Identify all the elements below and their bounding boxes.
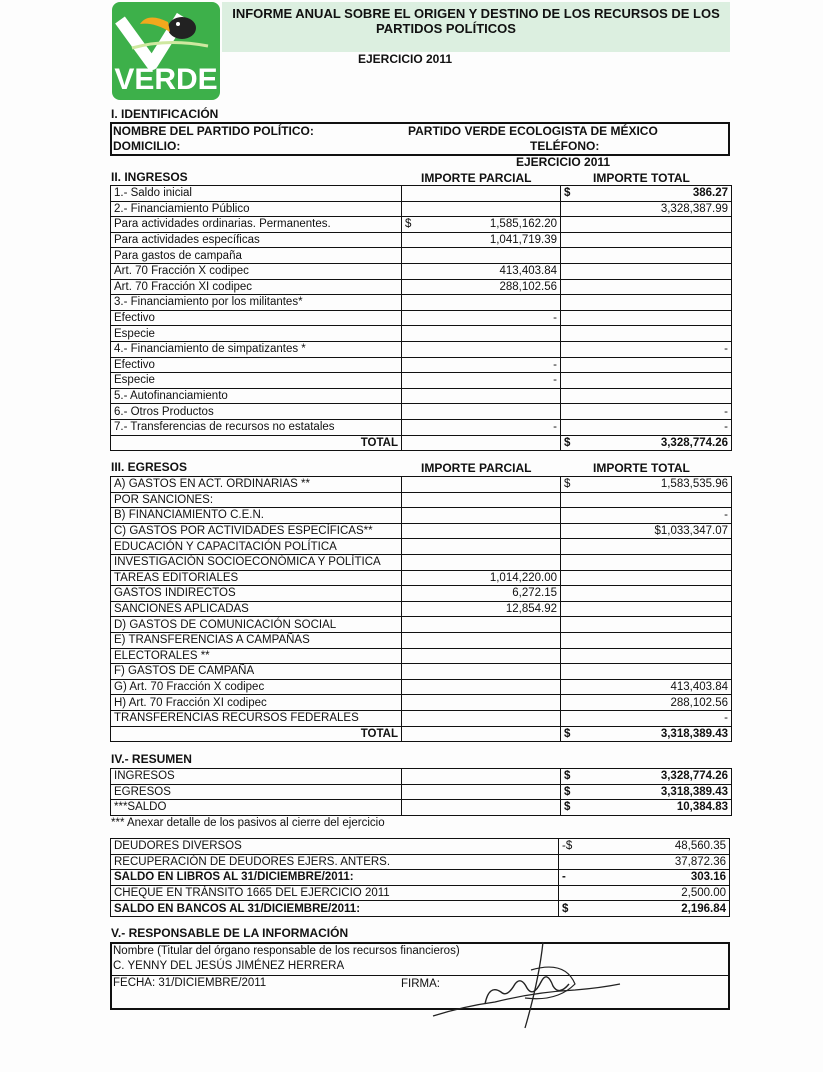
ingresos-label-text: Para gastos de campaña: [114, 249, 242, 262]
saldos-value: [559, 839, 730, 855]
saldos-value-text: 48,560.35: [674, 840, 726, 853]
currency-sign: $: [564, 436, 571, 449]
ingresos-exercise: EJERCICIO 2011: [516, 155, 611, 169]
egresos-label-text: D) GASTOS DE COMUNICACIÓN SOCIAL: [114, 618, 337, 631]
ingresos-total: [561, 373, 732, 389]
egresos-parcial: [402, 695, 561, 711]
ingresos-row: [111, 217, 732, 233]
resumen-value-text: 3,328,774.26: [660, 770, 728, 783]
ingresos-total: [561, 419, 732, 435]
ingresos-parcial: [402, 201, 561, 217]
resumen-value: [561, 800, 732, 816]
resumen-label-text: EGRESOS: [114, 785, 171, 798]
egresos-label: [111, 554, 402, 570]
egresos-label-text: ELECTORALES **: [114, 649, 210, 662]
egresos-total-text: $1,033,347.07: [654, 525, 728, 538]
responsable-heading: V.- RESPONSABLE DE LA INFORMACIÓN: [111, 926, 349, 940]
ingresos-row: [111, 232, 732, 248]
verde-party-logo: [112, 2, 220, 100]
ingresos-total: [561, 326, 732, 342]
resumen-row: [111, 769, 732, 785]
egresos-label: [111, 648, 402, 664]
resumen-blank: [402, 769, 561, 785]
egresos-label-text: TAREAS EDITORIALES: [114, 571, 239, 584]
logo-wordmark: VERDE: [114, 63, 218, 96]
ingresos-parcial: [402, 186, 561, 202]
egresos-label: [111, 695, 402, 711]
ingresos-label-text: 7.- Transferencias de recursos no estatales: [114, 421, 335, 434]
egresos-label-text: H) Art. 70 Fracción XI codipec: [114, 696, 267, 709]
egresos-total-text: -: [724, 712, 728, 725]
resumen-blank: [402, 784, 561, 800]
egresos-total: [561, 632, 732, 648]
ingresos-parcial: [402, 232, 561, 248]
currency-sign: $: [564, 785, 571, 798]
ingresos-row: [111, 201, 732, 217]
ingresos-total: [561, 248, 732, 264]
egresos-total: [561, 508, 732, 524]
saldos-value-text: 2,196.84: [681, 902, 726, 915]
ingresos-total-label-text: TOTAL: [360, 436, 398, 449]
egresos-total: [561, 492, 732, 508]
egresos-parcial: [402, 601, 561, 617]
ingresos-parcial: [402, 295, 561, 311]
saldos-value-text: 303.16: [690, 871, 726, 884]
saldos-row: [111, 870, 730, 886]
egresos-row: [111, 554, 732, 570]
saldos-row: [111, 854, 730, 870]
currency-sign: $: [564, 801, 571, 814]
ingresos-label-text: Art. 70 Fracción X codipec: [114, 265, 249, 278]
egresos-label: [111, 508, 402, 524]
saldos-value-text: 2,500.00: [681, 887, 726, 900]
ingresos-total-blank: [402, 435, 561, 451]
ingresos-label: [111, 357, 402, 373]
ingresos-total: [561, 295, 732, 311]
currency-sign: $: [562, 902, 569, 915]
ingresos-label: [111, 388, 402, 404]
saldos-value: [559, 885, 730, 901]
ingresos-label-text: Para actividades ordinarias. Permanentes.: [114, 218, 331, 231]
ingresos-total-text: -: [724, 343, 728, 356]
egresos-total: [561, 648, 732, 664]
egresos-row: [111, 492, 732, 508]
egresos-table: [110, 476, 732, 742]
ingresos-row: [111, 404, 732, 420]
egresos-row: [111, 617, 732, 633]
egresos-label: [111, 710, 402, 726]
egresos-parcial: [402, 539, 561, 555]
egresos-row: [111, 601, 732, 617]
egresos-total-text: 413,403.84: [670, 681, 728, 694]
ingresos-parcial: [402, 326, 561, 342]
egresos-row: [111, 523, 732, 539]
egresos-label: [111, 586, 402, 602]
resumen-value: [561, 769, 732, 785]
egresos-row: [111, 632, 732, 648]
ingresos-parcial-text: -: [553, 374, 557, 387]
egresos-label-text: A) GASTOS EN ACT. ORDINARIAS **: [114, 478, 310, 491]
egresos-row: [111, 586, 732, 602]
ingresos-row: [111, 326, 732, 342]
egresos-parcial: [402, 664, 561, 680]
currency-sign: $: [564, 478, 571, 491]
egresos-total: [561, 554, 732, 570]
ingresos-total-text: -: [724, 405, 728, 418]
ingresos-row: [111, 373, 732, 389]
saldos-row: [111, 885, 730, 901]
egresos-row: [111, 539, 732, 555]
egresos-label-text: B) FINANCIAMIENTO C.E.N.: [114, 509, 264, 522]
ingresos-row: [111, 295, 732, 311]
egresos-total: [561, 601, 732, 617]
ingresos-label-text: Especie: [114, 327, 155, 340]
egresos-total-label-text: TOTAL: [360, 727, 398, 740]
ingresos-label-text: 5.- Autofinanciamiento: [114, 390, 228, 403]
ingresos-row: [111, 186, 732, 202]
ingresos-parcial: [402, 279, 561, 295]
ingresos-label: [111, 279, 402, 295]
egresos-total: [561, 617, 732, 633]
ingresos-label: [111, 248, 402, 264]
party-name-value: PARTIDO VERDE ECOLOGISTA DE MÉXICO: [408, 124, 658, 138]
ingresos-parcial-text: -: [553, 312, 557, 325]
egresos-col-parcial: IMPORTE PARCIAL: [421, 461, 532, 475]
egresos-total-text: 1,583,535.96: [660, 478, 728, 491]
ingresos-row: [111, 341, 732, 357]
telefono-label: TELÉFONO:: [530, 139, 600, 153]
egresos-label: [111, 477, 402, 493]
egresos-label-text: TRANSFERENCIAS RECURSOS FEDERALES: [114, 712, 359, 725]
egresos-total-blank: [402, 726, 561, 742]
ingresos-label: [111, 341, 402, 357]
fecha-label: FECHA: 31/DICIEMBRE/2011: [113, 977, 267, 989]
egresos-total: [561, 539, 732, 555]
egresos-row: [111, 648, 732, 664]
ingresos-total: [561, 232, 732, 248]
resumen-label-text: ***SALDO: [114, 801, 167, 814]
egresos-label: [111, 523, 402, 539]
egresos-parcial: [402, 648, 561, 664]
resumen-label: [111, 800, 402, 816]
egresos-label-text: F) GASTOS DE CAMPAÑA: [114, 665, 255, 678]
ingresos-parcial-text: 1,585,162.20: [489, 218, 557, 231]
egresos-row: [111, 508, 732, 524]
handwritten-signature: [425, 940, 625, 1032]
ingresos-label: [111, 232, 402, 248]
ingresos-label: [111, 310, 402, 326]
egresos-parcial: [402, 617, 561, 633]
ingresos-total: [561, 357, 732, 373]
egresos-label-text: GASTOS INDIRECTOS: [114, 587, 236, 600]
ingresos-total-label: [111, 435, 402, 451]
firma-label: FIRMA:: [401, 978, 440, 990]
egresos-row: [111, 679, 732, 695]
currency-sign: -: [562, 871, 566, 884]
ingresos-label: [111, 373, 402, 389]
ingresos-row: [111, 419, 732, 435]
egresos-total: [561, 664, 732, 680]
ingresos-parcial: [402, 388, 561, 404]
egresos-parcial: [402, 523, 561, 539]
egresos-total-text: -: [724, 509, 728, 522]
egresos-row: [111, 710, 732, 726]
ingresos-label-text: Para actividades específicas: [114, 234, 260, 247]
currency-sign: $: [564, 187, 571, 200]
resumen-table: [110, 768, 732, 816]
report-title-line2: PARTIDOS POLÍTICOS: [376, 21, 516, 36]
ingresos-total-text: 3,328,387.99: [660, 202, 728, 215]
currency-sign: $: [405, 218, 412, 231]
resumen-label-text: INGRESOS: [114, 770, 175, 783]
responsable-name-label: Nombre (Titular del órgano responsable de los recursos financieros): [113, 945, 460, 957]
egresos-label: [111, 492, 402, 508]
currency-sign: $: [564, 727, 571, 740]
ingresos-parcial-text: -: [553, 421, 557, 434]
egresos-row: [111, 664, 732, 680]
domicilio-label: DOMICILIO:: [113, 139, 181, 153]
ingresos-total: [561, 404, 732, 420]
ingresos-parcial-text: 413,403.84: [499, 265, 557, 278]
ingresos-table: [110, 185, 732, 451]
egresos-total: [561, 523, 732, 539]
ingresos-label: [111, 217, 402, 233]
ingresos-total-text: -: [724, 421, 728, 434]
saldos-row: [111, 901, 730, 917]
egresos-label-text: G) Art. 70 Fracción X codipec: [114, 681, 265, 694]
egresos-parcial: [402, 570, 561, 586]
egresos-label: [111, 632, 402, 648]
responsable-divider: [110, 975, 730, 976]
ingresos-row: [111, 279, 732, 295]
saldos-label: SALDO EN LIBROS AL 31/DICIEMBRE/2011:: [111, 870, 559, 886]
ingresos-label: [111, 326, 402, 342]
ingresos-parcial: [402, 310, 561, 326]
ingresos-row: [111, 248, 732, 264]
resumen-blank: [402, 800, 561, 816]
ingresos-parcial: [402, 373, 561, 389]
ingresos-parcial: [402, 357, 561, 373]
egresos-label-text: EDUCACIÓN Y CAPACITACIÓN POLÍTICA: [114, 540, 337, 553]
ingresos-label: [111, 201, 402, 217]
egresos-label-text: INVESTIGACIÓN SOCIOECONÓMICA Y POLÍTICA: [114, 556, 381, 569]
resumen-label: [111, 784, 402, 800]
ingresos-parcial: [402, 263, 561, 279]
egresos-total: [561, 695, 732, 711]
resumen-row: [111, 800, 732, 816]
ingresos-total-text: 386.27: [692, 187, 728, 200]
egresos-label: [111, 617, 402, 633]
report-title-line1: INFORME ANUAL SOBRE EL ORIGEN Y DESTINO DE LOS RECURSOS DE LOS: [232, 6, 720, 21]
saldos-row: [111, 839, 730, 855]
ingresos-label-text: 4.- Financiamiento de simpatizantes *: [114, 343, 306, 356]
ingresos-total: [561, 217, 732, 233]
ingresos-label-text: 2.- Financiamiento Público: [114, 202, 250, 215]
resumen-note: *** Anexar detalle de los pasivos al cierre del ejercicio: [111, 817, 385, 829]
egresos-total-label: [111, 726, 402, 742]
report-title: [222, 6, 730, 36]
egresos-parcial: [402, 679, 561, 695]
ingresos-total: [561, 388, 732, 404]
resumen-value: [561, 784, 732, 800]
resumen-row: [111, 784, 732, 800]
ingresos-total: [561, 279, 732, 295]
ingresos-label-text: Art. 70 Fracción XI codipec: [114, 280, 253, 293]
egresos-total: [561, 586, 732, 602]
saldos-value: [559, 854, 730, 870]
resumen-heading: IV.- RESUMEN: [111, 752, 192, 766]
ingresos-row: [111, 263, 732, 279]
egresos-total: [561, 477, 732, 493]
ingresos-total: [561, 310, 732, 326]
currency-sign: $: [564, 770, 571, 783]
ingresos-parcial: [402, 341, 561, 357]
saldos-label: CHEQUE EN TRÁNSITO 1665 DEL EJERCICIO 2011: [111, 885, 559, 901]
ingresos-label: [111, 419, 402, 435]
saldos-table: [110, 838, 730, 917]
egresos-label: [111, 601, 402, 617]
egresos-label: [111, 539, 402, 555]
saldos-label: DEUDORES DIVERSOS: [111, 839, 559, 855]
saldos-label: RECUPERACIÓN DE DEUDORES EJERS. ANTERS.: [111, 854, 559, 870]
ingresos-parcial: [402, 404, 561, 420]
egresos-label-text: SANCIONES APLICADAS: [114, 603, 249, 616]
egresos-label: [111, 570, 402, 586]
egresos-parcial: [402, 508, 561, 524]
ingresos-parcial: [402, 217, 561, 233]
egresos-label: [111, 664, 402, 680]
resumen-value-text: 3,318,389.43: [660, 785, 728, 798]
egresos-total-row: [111, 726, 732, 742]
egresos-total-text: 288,102.56: [670, 696, 728, 709]
egresos-parcial-text: 6,272.15: [512, 587, 557, 600]
ingresos-total: [561, 201, 732, 217]
ingresos-row: [111, 310, 732, 326]
egresos-total: [561, 710, 732, 726]
saldos-value-text: 37,872.36: [674, 855, 726, 868]
egresos-label-text: E) TRANSFERENCIAS A CAMPAÑAS: [114, 634, 310, 647]
egresos-label-text: C) GASTOS POR ACTIVIDADES ESPECÍFICAS**: [114, 525, 373, 538]
egresos-parcial: [402, 586, 561, 602]
egresos-parcial: [402, 554, 561, 570]
egresos-row: [111, 570, 732, 586]
ingresos-label-text: Efectivo: [114, 358, 155, 371]
egresos-col-total: IMPORTE TOTAL: [593, 461, 690, 475]
ingresos-label: [111, 404, 402, 420]
ingresos-parcial: [402, 248, 561, 264]
egresos-parcial: [402, 477, 561, 493]
ingresos-row: [111, 357, 732, 373]
ingresos-row: [111, 388, 732, 404]
ingresos-label-text: Especie: [114, 374, 155, 387]
egresos-parcial: [402, 492, 561, 508]
ingresos-total-value: [561, 435, 732, 451]
egresos-total-value-text: 3,318,389.43: [660, 727, 728, 740]
ingresos-parcial-text: 1,041,719.39: [489, 234, 557, 247]
ingresos-total-value-text: 3,328,774.26: [660, 436, 728, 449]
currency-sign: -$: [562, 840, 573, 853]
ingresos-parcial-text: 288,102.56: [499, 280, 557, 293]
ingresos-parcial: [402, 419, 561, 435]
egresos-total: [561, 679, 732, 695]
egresos-total-value: [561, 726, 732, 742]
egresos-row: [111, 477, 732, 493]
saldos-value: [559, 870, 730, 886]
ingresos-total-row: [111, 435, 732, 451]
ingresos-label-text: Efectivo: [114, 312, 155, 325]
responsable-name-value: C. YENNY DEL JESÚS JIMÉNEZ HERRERA: [113, 960, 345, 972]
ingresos-total: [561, 186, 732, 202]
egresos-total: [561, 570, 732, 586]
ingresos-total: [561, 341, 732, 357]
egresos-heading: III. EGRESOS: [111, 460, 188, 474]
ingresos-label: [111, 186, 402, 202]
egresos-label: [111, 679, 402, 695]
resumen-value-text: 10,384.83: [676, 801, 728, 814]
ingresos-label: [111, 295, 402, 311]
ingresos-col-parcial: IMPORTE PARCIAL: [421, 171, 532, 185]
ingresos-label: [111, 263, 402, 279]
ingresos-heading: II. INGRESOS: [111, 170, 188, 184]
ingresos-col-total: IMPORTE TOTAL: [593, 171, 690, 185]
egresos-parcial-text: 12,854.92: [505, 603, 557, 616]
ingresos-label-text: 6.- Otros Productos: [114, 405, 214, 418]
egresos-parcial-text: 1,014,220.00: [489, 571, 557, 584]
egresos-parcial: [402, 710, 561, 726]
party-name-label: NOMBRE DEL PARTIDO POLÍTICO:: [113, 124, 314, 138]
ingresos-label-text: 3.- Financiamiento por los militantes*: [114, 296, 303, 309]
egresos-parcial: [402, 632, 561, 648]
ingresos-label-text: 1.- Saldo inicial: [114, 187, 192, 200]
egresos-label-text: POR SANCIONES:: [114, 493, 214, 506]
saldos-value: [559, 901, 730, 917]
ingresos-parcial-text: -: [553, 358, 557, 371]
saldos-label: SALDO EN BANCOS AL 31/DICIEMBRE/2011:: [111, 901, 559, 917]
identificacion-heading: I. IDENTIFICACIÓN: [111, 107, 219, 121]
ingresos-total: [561, 263, 732, 279]
egresos-row: [111, 695, 732, 711]
exercise-year: EJERCICIO 2011: [357, 52, 453, 66]
resumen-label: [111, 769, 402, 785]
